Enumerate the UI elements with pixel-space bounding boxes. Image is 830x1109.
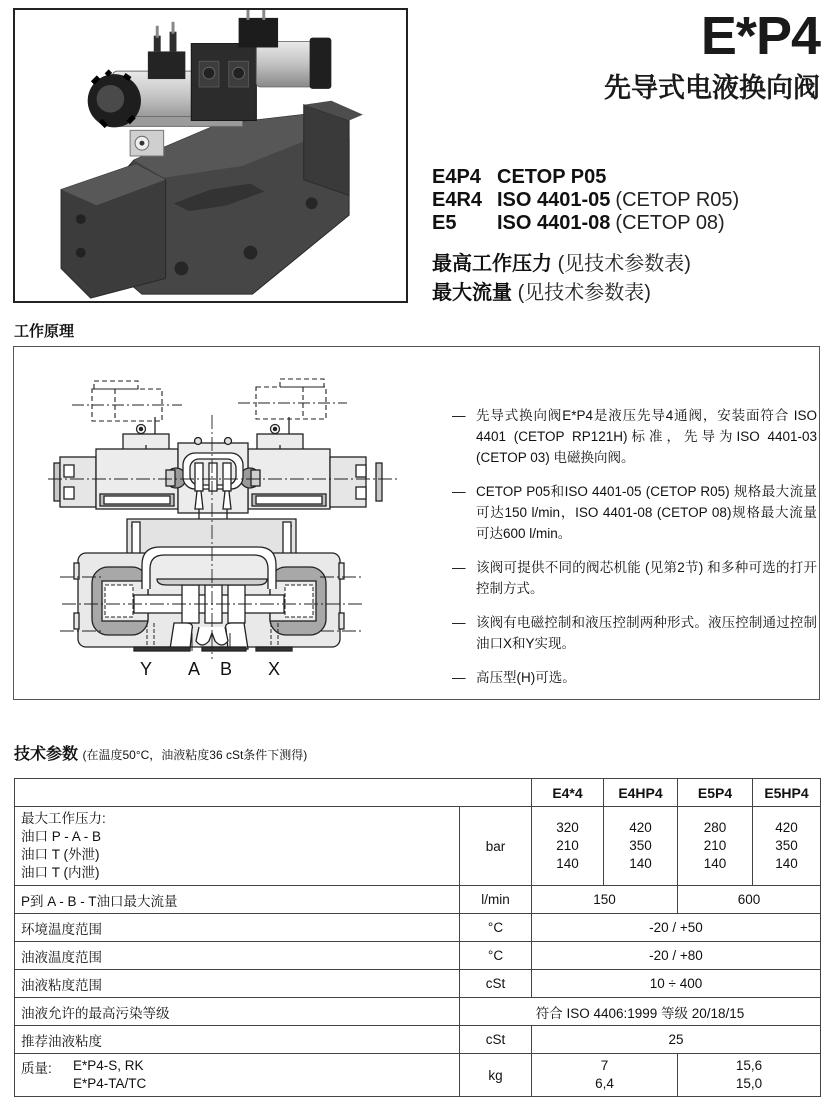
- flow-label: P到 A - B - T油口最大流量: [15, 886, 460, 914]
- column-header: E5HP4: [753, 779, 821, 807]
- table-header-row: [15, 779, 821, 807]
- row-value: -20 / +80: [532, 942, 821, 970]
- model-spec: CETOP P05: [497, 166, 607, 188]
- viscosity-range-row: [15, 970, 821, 998]
- max-flow-label: 最大流量: [432, 282, 512, 304]
- row-label: 推荐油液粘度: [15, 1026, 460, 1054]
- bullet-text: 先导式换向阀E*P4是液压先导4通阀，安装面符合 ISO 4401 (CETOP RP121H)标准，先导为ISO 4401-03 (CETOP 03) 电磁换向阀。: [476, 408, 817, 465]
- pressure-values: 420 350 140: [753, 807, 821, 886]
- row-unit: °C: [460, 942, 532, 970]
- bullet-item: [452, 405, 817, 468]
- title-block: [604, 6, 820, 105]
- bullet-text: 该阀可提供不同的阀芯机能 (见第2节) 和多种可选的打开控制方式。: [476, 560, 817, 596]
- mass-label-cell: 质量: E*P4-S, RK E*P4-TA/TC: [15, 1054, 460, 1097]
- bullet-item: [452, 557, 817, 599]
- valve-photo-illustration: [15, 10, 406, 301]
- model-row: [432, 166, 739, 189]
- flow-value: 600: [678, 886, 821, 914]
- product-photo: [13, 8, 408, 303]
- max-pressure-line: [432, 250, 691, 279]
- fluid-temp-row: [15, 942, 821, 970]
- flow-value: 150: [532, 886, 678, 914]
- model-spec: ISO 4401-05: [497, 189, 611, 211]
- row-label: 油液温度范围: [15, 942, 460, 970]
- row-unit: °C: [460, 914, 532, 942]
- mass-prefix: 质量:: [21, 1061, 52, 1076]
- principle-bullets: [452, 405, 817, 701]
- flow-unit: l/min: [460, 886, 532, 914]
- specs-table: [14, 778, 821, 1097]
- row-label: 环境温度范围: [15, 914, 460, 942]
- specs-title: 技术参数: [14, 746, 79, 763]
- model-code: E4R4: [432, 189, 483, 211]
- bullet-text: CETOP P05和ISO 4401-05 (CETOP R05) 规格最大流量可达150 l/min，ISO 4401-08 (CETOP 08)规格最大流量可达600 l/min。: [476, 484, 817, 541]
- row-value: -20 / +50: [532, 914, 821, 942]
- port-label-b: B: [219, 659, 233, 679]
- pressure-row: [15, 807, 821, 886]
- model-code: E4P4: [432, 166, 481, 188]
- model-note: (CETOP 08): [615, 212, 725, 234]
- model-row: [432, 212, 739, 235]
- bullet-item: [452, 667, 817, 688]
- mass-unit: kg: [460, 1054, 532, 1097]
- bullet-dash: —: [452, 408, 466, 423]
- flow-row: [15, 886, 821, 914]
- max-pressure-label: 最高工作压力: [432, 253, 552, 275]
- row-unit: cSt: [460, 970, 532, 998]
- pressure-label-cell: 最大工作压力: 油口 P - A - B 油口 T (外泄) 油口 T (内泄): [15, 807, 460, 886]
- specs-title-note: (在温度50°C，油液粘度36 cSt条件下测得): [82, 748, 308, 762]
- pressure-values: 420 350 140: [604, 807, 678, 886]
- max-flow-line: [432, 279, 691, 308]
- mass-values: 7 6,4: [532, 1054, 678, 1097]
- column-header: E4HP4: [604, 779, 678, 807]
- row-label: 油液允许的最高污染等级: [15, 998, 460, 1026]
- page-title: E*P4: [700, 6, 820, 66]
- limits-block: [432, 250, 691, 308]
- model-list: [432, 166, 739, 235]
- ambient-temp-row: [15, 914, 821, 942]
- mass-row: [15, 1054, 821, 1097]
- pressure-values: 320 210 140: [532, 807, 604, 886]
- specs-heading: [14, 741, 307, 764]
- row-value: 10 ÷ 400: [532, 970, 821, 998]
- model-row: [432, 189, 739, 212]
- row-value: 符合 ISO 4406:1999 等级 20/18/15: [460, 998, 821, 1026]
- column-header: E5P4: [678, 779, 753, 807]
- bullet-text: 该阀有电磁控制和液压控制两种形式。液压控制通过控制油口X和Y实现。: [476, 615, 817, 651]
- port-label-a: A: [187, 659, 201, 679]
- bullet-dash: —: [452, 615, 466, 630]
- model-note: (CETOP R05): [615, 189, 740, 211]
- contamination-row: [15, 998, 821, 1026]
- row-label: 油液粘度范围: [15, 970, 460, 998]
- max-flow-note: (见技术参数表): [517, 282, 651, 304]
- column-header: E4*4: [532, 779, 604, 807]
- page-subtitle: 先导式电液换向阀: [604, 73, 820, 103]
- row-value: 25: [532, 1026, 821, 1054]
- valve-cross-section-diagram: [42, 357, 408, 687]
- model-code: E5: [432, 212, 457, 234]
- port-label-x: X: [267, 659, 281, 679]
- pressure-unit: bar: [460, 807, 532, 886]
- bullet-dash: —: [452, 560, 466, 575]
- principle-heading: 工作原理: [14, 323, 75, 340]
- bullet-text: 高压型(H)可选。: [476, 670, 576, 685]
- principle-box: [13, 346, 820, 700]
- bullet-dash: —: [452, 670, 466, 685]
- bullet-item: [452, 612, 817, 654]
- mass-values: 15,6 15,0: [678, 1054, 821, 1097]
- header-empty-cell: [15, 779, 532, 807]
- pressure-values: 280 210 140: [678, 807, 753, 886]
- row-unit: cSt: [460, 1026, 532, 1054]
- recommended-viscosity-row: [15, 1026, 821, 1054]
- port-label-y: Y: [139, 659, 153, 679]
- bullet-item: [452, 481, 817, 544]
- model-spec: ISO 4401-08: [497, 212, 611, 234]
- max-pressure-note: (见技术参数表): [557, 253, 691, 275]
- bullet-dash: —: [452, 484, 466, 499]
